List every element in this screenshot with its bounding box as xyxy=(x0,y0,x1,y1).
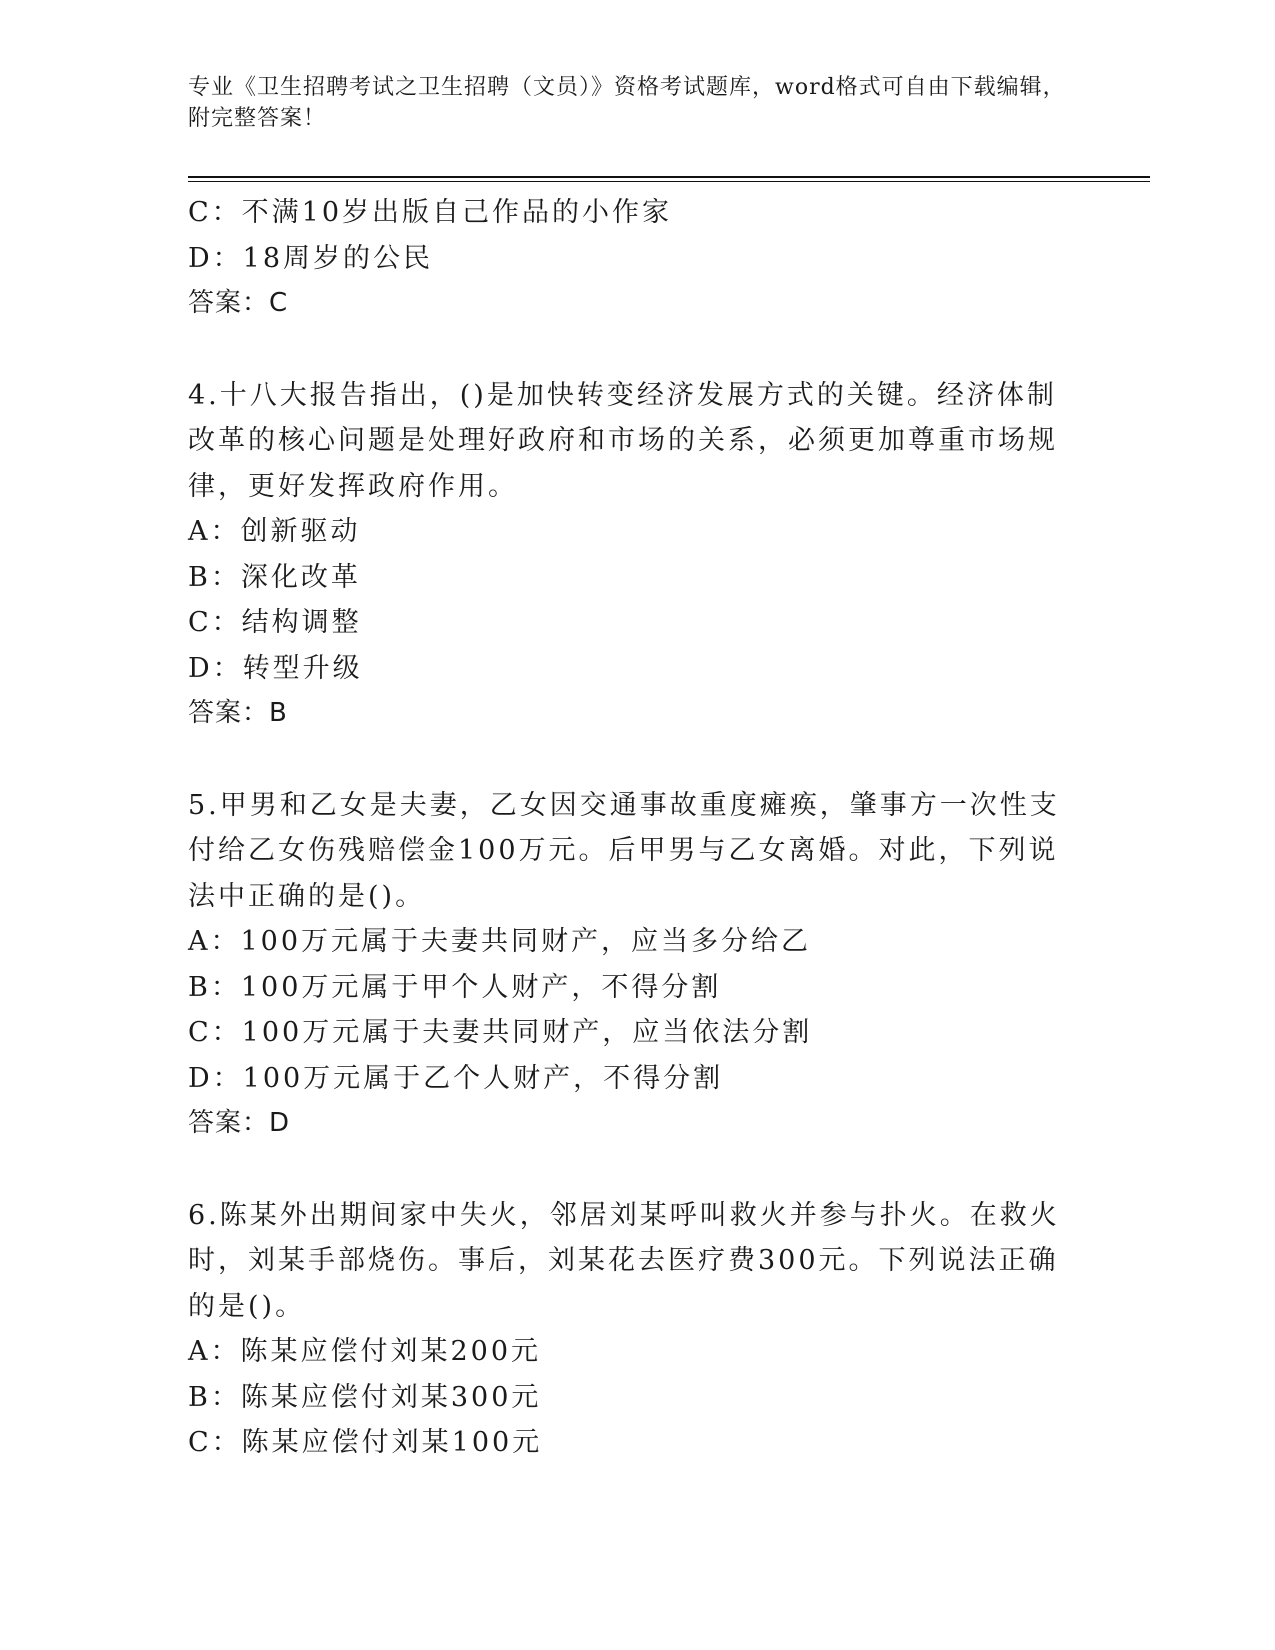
answer-line: 答案：C xyxy=(188,288,289,318)
option-b: B：深化改革 xyxy=(188,561,361,593)
question-text: 6.陈某外出期间家中失火，邻居刘某呼叫救火并参与扑火。在救火时，刘某手部烧伤。事后，刘某花去医疗费300元。下列说法正确的是()。 xyxy=(188,1199,1060,1322)
option-d: D：18周岁的公民 xyxy=(188,242,434,274)
option-a: A：创新驱动 xyxy=(188,516,361,547)
option-c: C：结构调整 xyxy=(188,607,362,638)
option-c: C：100万元属于夫妻共同财产，应当依法分割 xyxy=(188,1017,813,1048)
answer-line: 答案：D xyxy=(188,1108,291,1138)
option-a: A：陈某应偿付刘某200元 xyxy=(188,1336,542,1367)
option-d: D：100万元属于乙个人财产，不得分割 xyxy=(188,1062,724,1094)
question-text: 4.十八大报告指出，()是加快转变经济发展方式的关键。经济体制改革的核心问题是处理好政府和市场的关系，必须更加尊重市场规律，更好发挥政府作用。 xyxy=(188,379,1058,502)
question-4 xyxy=(188,373,1068,737)
prev-question-tail xyxy=(188,190,1068,327)
document-body xyxy=(188,190,1068,1466)
answer-line: 答案：B xyxy=(188,698,288,728)
header-rule-thick xyxy=(188,176,1150,178)
option-c: C：陈某应偿付刘某100元 xyxy=(188,1427,543,1458)
document-header: 专业《卫生招聘考试之卫生招聘（文员）》资格考试题库，word格式可自由下载编辑，附完整答案！ xyxy=(188,75,1066,131)
option-b: B：100万元属于甲个人财产，不得分割 xyxy=(188,971,722,1003)
question-5 xyxy=(188,783,1068,1147)
question-text: 5.甲男和乙女是夫妻，乙女因交通事故重度瘫痪，肇事方一次性支付给乙女伤残赔偿金100万元。后甲男与乙女离婚。对此，下列说法中正确的是()。 xyxy=(188,789,1060,912)
option-a: A：100万元属于夫妻共同财产，应当多分给乙 xyxy=(188,926,812,957)
option-b: B：陈某应偿付刘某300元 xyxy=(188,1381,542,1413)
question-6 xyxy=(188,1193,1068,1466)
option-d: D：转型升级 xyxy=(188,652,363,684)
option-c: C：不满10岁出版自己作品的小作家 xyxy=(188,197,673,228)
header-rule-thin xyxy=(188,181,1150,182)
